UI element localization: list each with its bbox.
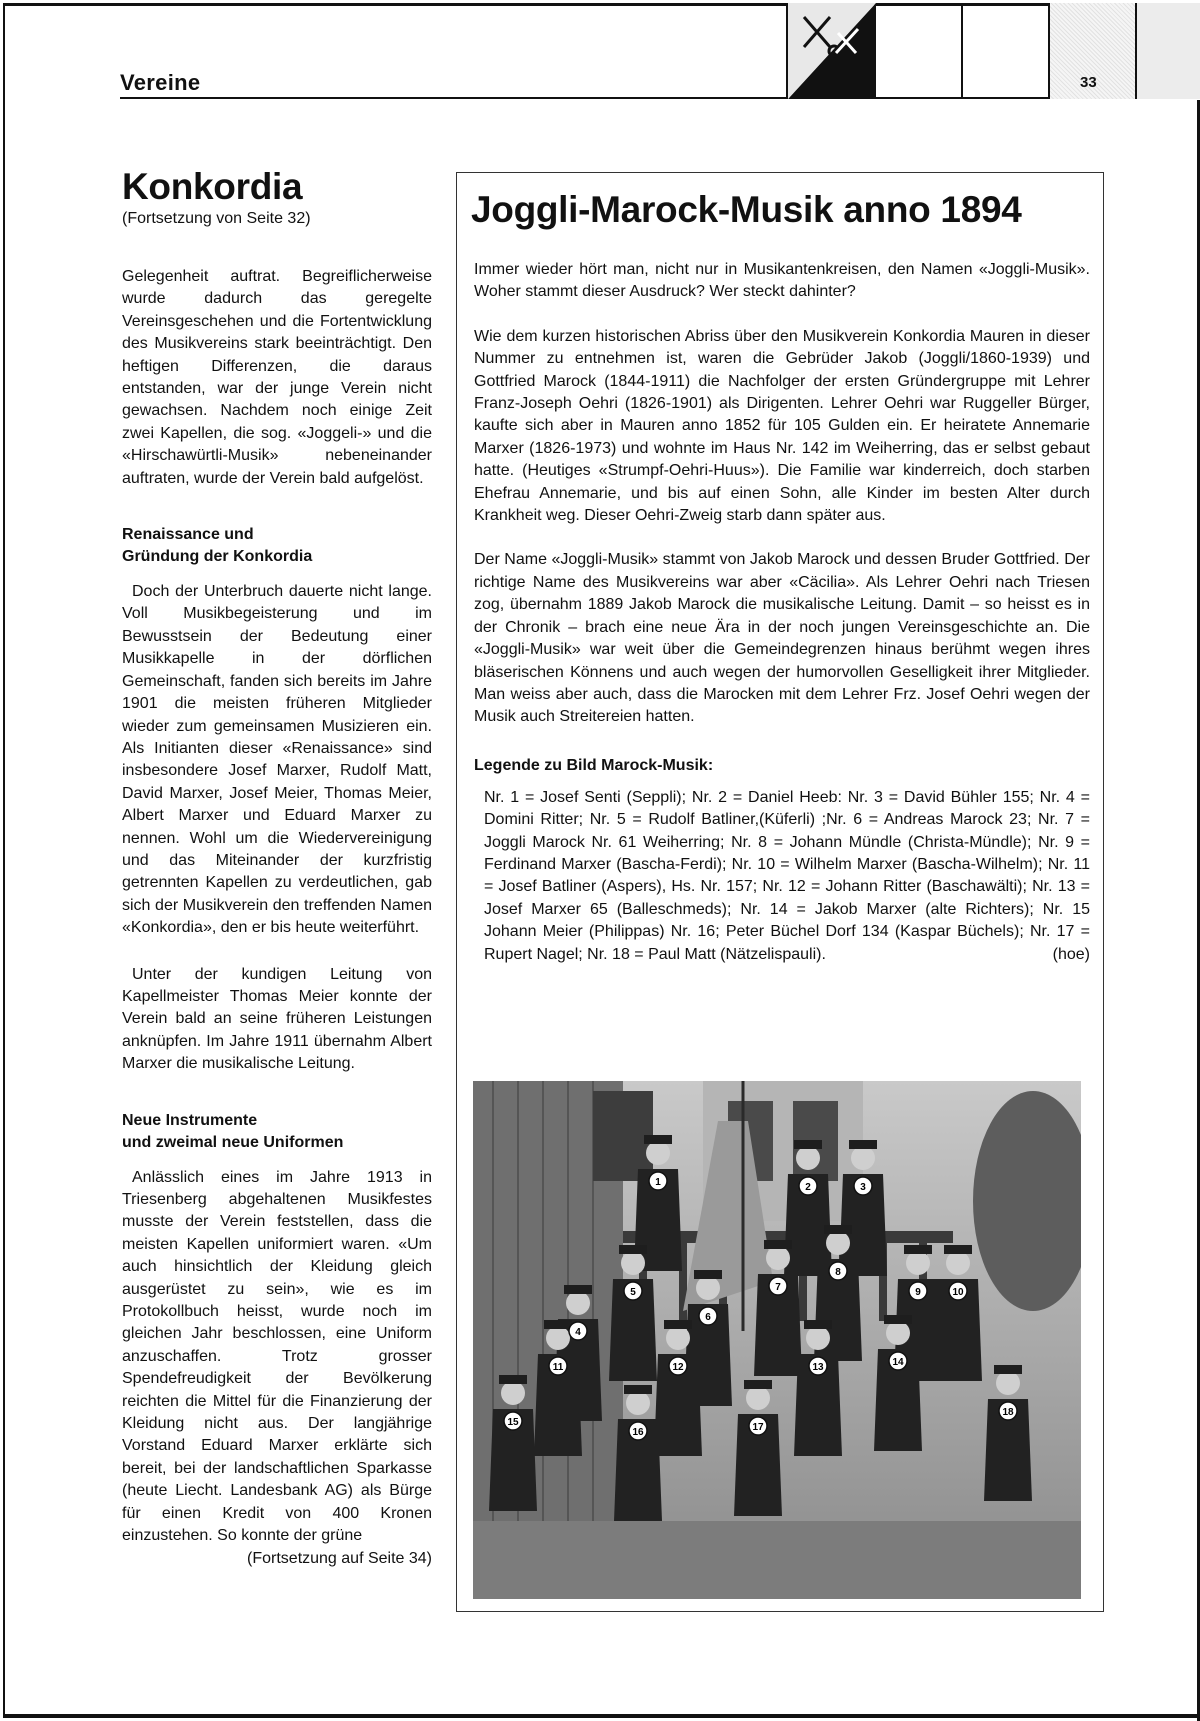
photo-marker <box>829 1262 847 1280</box>
photo-marker <box>854 1177 872 1195</box>
photo-marker <box>629 1422 647 1440</box>
box-title: Joggli-Marock-Musik anno 1894 <box>471 189 1022 230</box>
photo-marker-label: 8 <box>835 1267 841 1278</box>
continued-to: (Fortsetzung auf Seite 34) <box>247 1549 432 1567</box>
photo-marker <box>889 1352 907 1370</box>
header-tabs <box>786 3 1200 99</box>
photo-marker-label: 4 <box>575 1327 581 1338</box>
photo-marker-label: 5 <box>630 1287 636 1298</box>
article-title: Konkordia <box>122 166 303 207</box>
photo-marker-label: 6 <box>705 1312 711 1323</box>
photo-marker <box>549 1357 567 1375</box>
photo-marker-label: 15 <box>507 1417 519 1428</box>
section-heading-renaissance: Renaissance und Gründung der Konkordia <box>122 526 313 566</box>
photo-marker-label: 1 <box>655 1177 661 1188</box>
photo-marker <box>799 1177 817 1195</box>
photo-marker <box>809 1357 827 1375</box>
photo-marker <box>949 1282 967 1300</box>
box-body <box>474 259 1090 966</box>
band-photo <box>473 1081 1081 1599</box>
legend-title: Legende zu Bild Marock-Musik: <box>474 756 714 774</box>
header-tab <box>1137 3 1200 99</box>
legend-signature: (hoe) <box>1052 945 1090 963</box>
photo-marker-label: 7 <box>775 1282 781 1293</box>
photo-marker-label: 2 <box>805 1182 811 1193</box>
photo-marker-label: 17 <box>752 1422 764 1433</box>
page-number: 33 <box>1080 74 1097 91</box>
photo-marker-label: 18 <box>1002 1407 1014 1418</box>
crossed-keys-emblem-icon <box>788 3 876 99</box>
photo-marker <box>569 1322 587 1340</box>
photo-marker <box>649 1172 667 1190</box>
header-tab-emblem <box>788 3 876 99</box>
photo-marker <box>749 1417 767 1435</box>
box-paragraph-3: Der Name «Joggli-Musik» stammt von Jakob Marock und dessen Bruder Gottfried. Der richtige Name des Musikvereins war aber «Cäcilia». Als Lehrer Oehri nach Triesen zog, übernahm 1889 Jakob Marock die musikalische Leitung. Damit – so heisst es in der Chronik – brach eine neue Ära in der noch jungen Vereinsgeschichte an. Die «Joggli-Musik» war weit über die Gemeindegrenzen hinaus berühmt wegen ihres bläserischen Könnens und auch wegen der humorvollen Geselligkeit ihrer Mitglieder. Man weiss aber auch, dass die Marocken mit dem Lehrer Frz. Josef Oehri wegen der Musik auch Streitereien hatten. <box>474 551 1090 726</box>
photo-marker <box>504 1412 522 1430</box>
sidebar-box <box>456 172 1104 1612</box>
photo-marker-label: 16 <box>632 1427 644 1438</box>
box-paragraph-2: Wie dem kurzen historischen Abriss über den Musikverein Konkordia Mauren in dieser Nummer zu entnehmen ist, waren die Gebrüder Jakob (Joggli/1860-1939) und Gottfried Marock (1844-1911) die Nachfolger der ersten Gründergruppe mit Lehrer Franz-Joseph Oehri (1826-1901) als Dirigenten. Lehrer Oehri war Ruggeller Bürger, kaufte sich aber in Mauren anno 1852 für 105 Gulden ein. Er heiratete Annemarie Marxer (1826-1973) und wohnte im Haus Nr. 142 im Weiherring, das er selbst gebaut hatte. (Heutiges «Strumpf-Oehri-Huus»). Die Familie war kinderreich, doch starben Ehefrau Annemarie, und bis auf einen Sohn, alle Kinder im besten Alter durch Krankheit weg. Dieser Oehri-Zweig starb dann später aus. <box>474 327 1090 525</box>
photo-marker-label: 13 <box>812 1362 824 1373</box>
uniforms-paragraph: Anlässlich eines im Jahre 1913 in Triesenberg abgehaltenen Musikfestes musste der Verein feststellen, dass die meisten Kapellen uniformiert waren. «Um auch hinsichtlich der Kleidung gleich ausgerüstet zu sein», wie es im Protokollbuch heisst, wurde noch im gleichen Jahr beschlossen, eine Uniform anzuschaffen. Trotz grosser Spendefreudigkeit der Bevölkerung reichten die Mittel für die Finanzierung der Kleidung nicht aus. Der langjährige Vorstand Eduard Marxer erklärte sich bereit, bei der landschaftlichen Sparkasse (heute Liecht. Landesbank AG) als Bürge für einen Kredit von 400 Kronen einzustehen. So konnte der grüne <box>122 1168 432 1545</box>
photo-marker <box>769 1277 787 1295</box>
photo-marker-label: 3 <box>860 1182 866 1193</box>
legend-text: Nr. 1 = Josef Senti (Seppli); Nr. 2 = Daniel Heeb: Nr. 3 = David Bühler 155; Nr. 4 = Domini Ritter; Nr. 5 = Rudolf Batliner,(Küferli) ;Nr. 6 = Andreas Marock 23; Nr. 7 = Joggli Marock Nr. 61 Weiherring; Nr. 8 = Johann Mündle (Christa-Mündle); Nr. 9 = Ferdinand Marxer (Bascha-Ferdi); Nr. 10 = Wilhelm Marxer (Bascha-Wilhelm); Nr. 11 = Josef Batliner (Aspers), Hs. Nr. 157; Nr. 12 = Johann Ritter (Baschawälti); Nr. 13 = Josef Marxer 65 (Balleschmeds); Nr. 14 = Jakob Marxer (alte Richters); Nr. 15 Johann Meier (Philippas) Nr. 16; Peter Büchel Dorf 134 (Kaspar Büchels); Nr. 17 = Rupert Nagel; Nr. 18 = Paul Matt (Nätzelispauli). (hoe) <box>474 787 1090 966</box>
leadership-paragraph: Unter der kundigen Leitung von Kapellmeister Thomas Meier konnte der Verein bald an seine früheren Leistungen anknüpfen. Im Jahre 1911 übernahm Albert Marxer die musikalische Leitung. <box>122 965 432 1073</box>
photo-marker-label: 12 <box>672 1362 684 1373</box>
photo-marker <box>669 1357 687 1375</box>
intro-paragraph: Gelegenheit auftrat. Begreiflicherweise wurde dadurch das geregelte Vereinsgeschehen und die Fortentwicklung des Musikvereins stark beeinträchtigt. Den heftigen Differenzen, die daraus entstanden, war der junge Verein nicht gewachsen. Nachdem noch einige Zeit zwei Kapellen, die sog. «Joggeli-» und die «Hirschawürtli-Musik» nebeneinander auftraten, wurde der Verein bald aufgelöst. <box>122 268 432 487</box>
photo-marker <box>699 1307 717 1325</box>
section-label: Vereine <box>120 70 201 95</box>
header-tab <box>876 3 963 99</box>
photo-marker <box>909 1282 927 1300</box>
continued-from: (Fortsetzung von Seite 32) <box>122 210 311 227</box>
left-article <box>122 166 432 1570</box>
header-tab <box>963 3 1050 99</box>
box-paragraph-1: Immer wieder hört man, nicht nur in Musikantenkreisen, den Namen «Joggli-Musik». Woher stammt dieser Ausdruck? Wer steckt dahinter? <box>474 261 1090 301</box>
renaissance-paragraph: Doch der Unterbruch dauerte nicht lange. Voll Musikbegeisterung und im Bewusstsein der Bedeutung einer Musikkapelle in der dörflichen Gemeinschaft, fanden sich bereits im Jahre 1901 die meisten früheren Mitglieder wieder zum gemeinsamen Musizieren ein. Als Initianten dieser «Renaissance» sind insbesondere Josef Marxer, Rudolf Matt, David Marxer, Josef Meier, Thomas Meier, Albert Marxer und Eduard Marxer zu nennen. Wohl um die Wiedervereinigung und das Miteinander der kurzfristig getrennten Kapellen zu verdeutlichen, gab sich der Musikverein den treffenden Namen «Konkordia», den er bis heute weiterführt. <box>122 583 432 937</box>
section-heading-instruments: Neue Instrumente und zweimal neue Uniformen <box>122 1111 344 1151</box>
photo-marker-label: 10 <box>952 1287 964 1298</box>
photo-marker-label: 9 <box>915 1287 921 1298</box>
photo-marker <box>624 1282 642 1300</box>
photo-marker <box>999 1402 1017 1420</box>
band-photo-image <box>473 1081 1081 1599</box>
photo-marker-label: 14 <box>892 1357 904 1368</box>
photo-marker-label: 11 <box>552 1362 564 1373</box>
